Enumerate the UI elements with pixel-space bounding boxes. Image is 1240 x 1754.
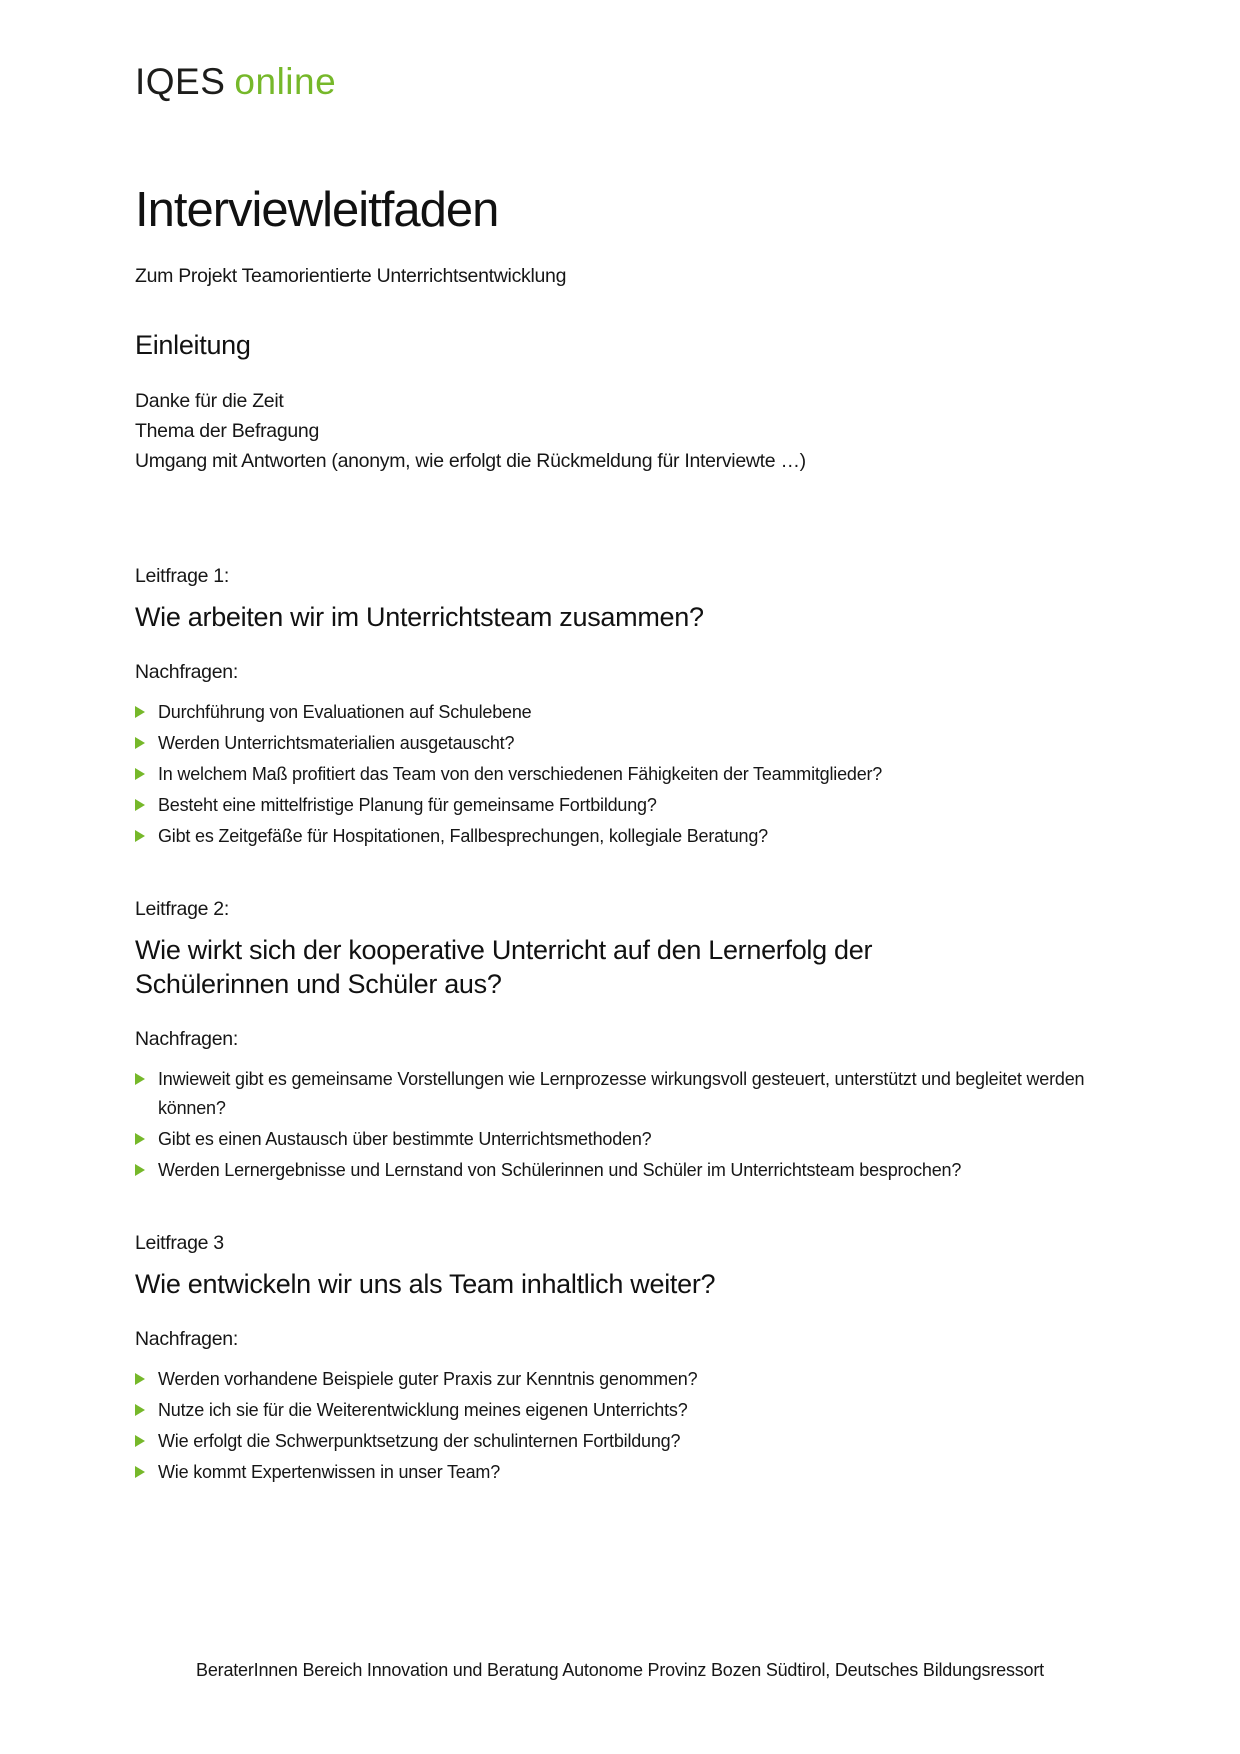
- triangle-bullet-icon: [135, 768, 145, 780]
- leitfrage-label: Leitfrage 3: [135, 1232, 224, 1254]
- triangle-bullet-icon: [135, 1466, 145, 1478]
- triangle-bullet-icon: [135, 1435, 145, 1447]
- intro-line: Thema der Befragung: [135, 420, 319, 442]
- triangle-bullet-icon: [135, 1133, 145, 1145]
- list-item-text: Werden vorhandene Beispiele guter Praxis zur Kenntnis genommen?: [158, 1369, 698, 1389]
- question-section-3: [135, 1231, 1105, 1487]
- list-item-text: Inwieweit gibt es gemeinsame Vorstellungen wie Lernprozesse wirkungsvoll gesteuert, unterstützt und begleitet werden können?: [158, 1069, 1085, 1118]
- list-item: [135, 1065, 1105, 1123]
- intro-line: Danke für die Zeit: [135, 390, 284, 412]
- triangle-bullet-icon: [135, 830, 145, 842]
- document-subtitle: Zum Projekt Teamorientierte Unterrichtsentwicklung: [135, 265, 567, 287]
- triangle-bullet-icon: [135, 799, 145, 811]
- nachfragen-label: Nachfragen:: [135, 661, 238, 683]
- iqes-online-logo: [135, 62, 1105, 102]
- intro-paragraph: [135, 386, 1105, 476]
- triangle-bullet-icon: [135, 1164, 145, 1176]
- list-item: [135, 1396, 1105, 1425]
- list-item-text: Nutze ich sie für die Weiterentwicklung meines eigenen Unterrichts?: [158, 1400, 688, 1420]
- intro-line: Umgang mit Antworten (anonym, wie erfolgt die Rückmeldung für Interviewte …): [135, 450, 806, 472]
- list-item-text: Durchführung von Evaluationen auf Schulebene: [158, 702, 532, 722]
- list-item: [135, 791, 1105, 820]
- list-item-text: Gibt es einen Austausch über bestimmte Unterrichtsmethoden?: [158, 1129, 652, 1149]
- triangle-bullet-icon: [135, 706, 145, 718]
- nachfragen-label: Nachfragen:: [135, 1028, 238, 1050]
- list-item: [135, 760, 965, 789]
- list-item: [135, 1125, 1105, 1154]
- nachfragen-label: Nachfragen:: [135, 1328, 238, 1350]
- logo-online-text: online: [234, 61, 337, 102]
- list-item-text: Gibt es Zeitgefäße für Hospitationen, Fallbesprechungen, kollegiale Beratung?: [158, 826, 768, 846]
- leitfrage-label: Leitfrage 1:: [135, 565, 229, 587]
- list-item-text: Wie erfolgt die Schwerpunktsetzung der schulinternen Fortbildung?: [158, 1431, 681, 1451]
- question-heading: Wie wirkt sich der kooperative Unterricht auf den Lernerfolg der Schülerinnen und Schüler aus?: [135, 935, 873, 999]
- nachfragen-list: [135, 698, 1105, 851]
- list-item: [135, 698, 1105, 727]
- list-item: [135, 1365, 1105, 1394]
- list-item-text: In welchem Maß profitiert das Team von den verschiedenen Fähigkeiten der Teammitglieder?: [158, 764, 883, 784]
- logo-iqes-text: IQES: [135, 61, 226, 102]
- question-heading: Wie entwickeln wir uns als Team inhaltlich weiter?: [135, 1269, 716, 1299]
- list-item-text: Werden Lernergebnisse und Lernstand von Schülerinnen und Schüler im Unterrichtsteam besprochen?: [158, 1160, 962, 1180]
- footer-text: BeraterInnen Bereich Innovation und Beratung Autonome Provinz Bozen Südtirol, Deutsches Bildungsressort: [196, 1660, 1044, 1680]
- triangle-bullet-icon: [135, 1373, 145, 1385]
- question-heading: Wie arbeiten wir im Unterrichtsteam zusammen?: [135, 602, 704, 632]
- list-item-text: Wie kommt Expertenwissen in unser Team?: [158, 1462, 501, 1482]
- question-section-1: [135, 564, 1105, 851]
- leitfrage-label: Leitfrage 2:: [135, 898, 229, 920]
- intro-heading: Einleitung: [135, 330, 251, 360]
- list-item-text: Werden Unterrichtsmaterialien ausgetauscht?: [158, 733, 515, 753]
- question-section-2: [135, 897, 1105, 1185]
- triangle-bullet-icon: [135, 1073, 145, 1085]
- list-item: [135, 1156, 1205, 1185]
- list-item: [135, 1458, 1105, 1487]
- list-item: [135, 729, 1105, 758]
- list-item: [135, 1427, 1105, 1456]
- list-item-text: Besteht eine mittelfristige Planung für gemeinsame Fortbildung?: [158, 795, 657, 815]
- triangle-bullet-icon: [135, 737, 145, 749]
- list-item: [135, 822, 1105, 851]
- document-title: Interviewleitfaden: [135, 183, 499, 237]
- triangle-bullet-icon: [135, 1404, 145, 1416]
- nachfragen-list: [135, 1365, 1105, 1487]
- nachfragen-list: [135, 1065, 1105, 1185]
